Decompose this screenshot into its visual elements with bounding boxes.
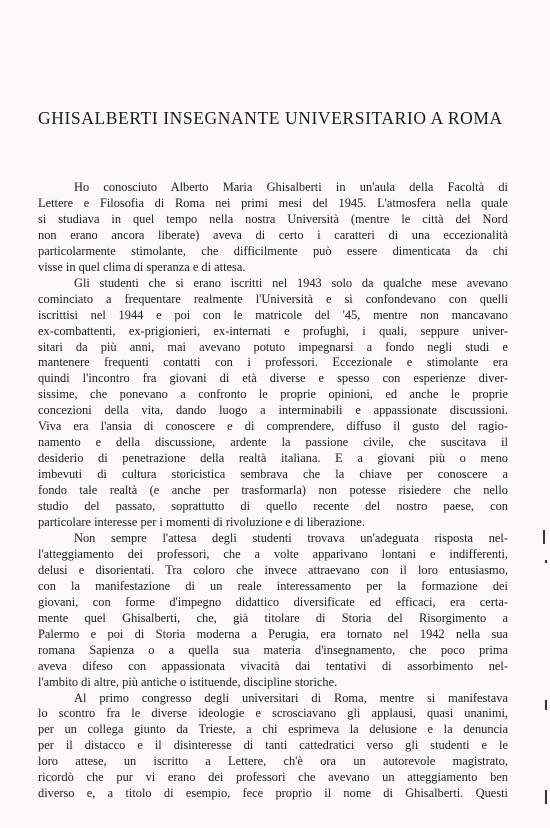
margin-mark — [543, 530, 545, 544]
text-line: lo scontro fra le diverse ideologie e scrosciavano gli applausi, quasi unanimi, — [38, 706, 508, 721]
text-line: quindi l'incontro fra giovani di età diverse e spesso con esperienze diver- — [38, 371, 508, 386]
text-line: Palermo e poi di Storia moderna a Perugia, era tornato nel 1942 nella sua — [38, 626, 508, 641]
margin-mark — [545, 790, 547, 804]
text-line: namento e della discussione, ardente la passione civile, che suscitava il — [38, 435, 508, 450]
text-line: Viva era l'ansia di conoscere e di comprendere, diffuso il gusto del ragio- — [38, 419, 508, 434]
text-line: non erano ancora liberate) aveva di certo i caratteri di una eccezionalità — [38, 227, 508, 242]
text-line: ricordò che pur vi erano dei professori che avevano un atteggiamento ben — [38, 770, 508, 785]
text-line: Non sempre l'attesa degli studenti trovava un'adeguata risposta nel- — [74, 530, 508, 545]
text-line: romana Sapienza o a quella sua materia d'insegnamento, che poco prima — [38, 642, 508, 657]
text-line: si studiava in quel tempo nella nostra Università (mentre le città del Nord — [38, 211, 508, 226]
paragraph — [38, 180, 508, 276]
text-line: l'ambito di altre, più antiche o istituende, discipline storiche. — [38, 674, 338, 689]
paragraph — [38, 531, 508, 691]
text-line: particolarmente stimolante, che difficilmente può essere dimenticata da chi — [38, 243, 508, 258]
margin-mark — [545, 700, 547, 710]
paragraph — [38, 691, 508, 803]
text-line: aveva difeso con appassionata vivacità dai tentativi di assorbimento nel- — [38, 658, 508, 673]
text-line: loro attese, un iscritto a Lettere, ch'è ora un autorevole magistrato, — [38, 754, 508, 769]
text-line: diverso e, a titolo di esempio, fece proprio il nome di Ghisalberti. Questi — [38, 786, 508, 801]
text-line: delusi e disorientati. Tra coloro che invece attraevano con il loro entusiasmo, — [38, 562, 508, 577]
text-line: Ho conosciuto Alberto Maria Ghisalberti in un'aula della Facoltà di — [74, 180, 508, 194]
text-line: giovani, con forme d'impegno didattico diversificate ed efficaci, era certa- — [38, 594, 508, 609]
text-line: ex-combattenti, ex-prigionieri, ex-internati e profughi, i quali, seppure univer- — [38, 323, 508, 338]
text-line: Al primo congresso degli universitari di Roma, mentre si manifestava — [74, 690, 508, 705]
text-line: studio del passato, soprattutto di quello recente del nostro paese, con — [38, 499, 508, 514]
text-line: Gli studenti che si erano iscritti nel 1943 solo da qualche mese avevano — [74, 275, 508, 290]
body-text — [38, 180, 508, 802]
text-line: particolare interesse per i momenti di rivoluzione e di liberazione. — [38, 515, 365, 530]
text-line: sissime, che ponevano a confronto le proprie opinioni, ed anche le proprie — [38, 387, 508, 402]
text-line: per il distacco e il disinteresse di tanti cattedratici verso gli studenti e le — [38, 738, 508, 753]
text-line: imbevuti di cultura storicistica sembrava che la chiave per conoscere a — [38, 467, 508, 482]
text-line: desiderio di penetrazione della realtà italiana. E a giovani più o meno — [38, 451, 508, 466]
text-line: mantenere frequenti contatti con i professori. Eccezionale e stimolante era — [38, 355, 508, 370]
text-line: mente quel Ghisalberti, che, già titolare di Storia del Risorgimento a — [38, 610, 508, 625]
text-line: iscrittisi nel 1944 e poi con le matricole del '45, mentre non mancavano — [38, 307, 508, 322]
paragraph — [38, 276, 508, 531]
text-line: cominciato a frequentare realmente l'Università e si confondevano con quelli — [38, 291, 508, 306]
text-line: sitari da più anni, mai avevano potuto impegnarsi a fondo negli studi e — [38, 339, 508, 354]
text-line: l'atteggiamento dei professori, che a volte apparivano lontani e indifferenti, — [38, 546, 508, 561]
text-line: Lettere e Filosofia di Roma nei primi mesi del 1945. L'atmosfera nella quale — [38, 195, 508, 210]
text-line: per un collega giunto da Trieste, a chi esprimeva la delusione e la denuncia — [38, 722, 508, 737]
text-line: concezioni della vita, dando luogo a interminabili e appassionate discussioni. — [38, 403, 508, 418]
chapter-title: GHISALBERTI INSEGNANTE UNIVERSITARIO A ROMA — [38, 108, 503, 128]
margin-mark — [545, 560, 547, 563]
text-line: visse in quel clima di speranza e di attesa. — [38, 259, 246, 274]
text-line: con la manifestazione di un reale interessamento per la formazione dei — [38, 578, 508, 593]
text-line: fondo tale realtà (e anche per trasformarla) non potesse risiedere che nello — [38, 483, 508, 498]
